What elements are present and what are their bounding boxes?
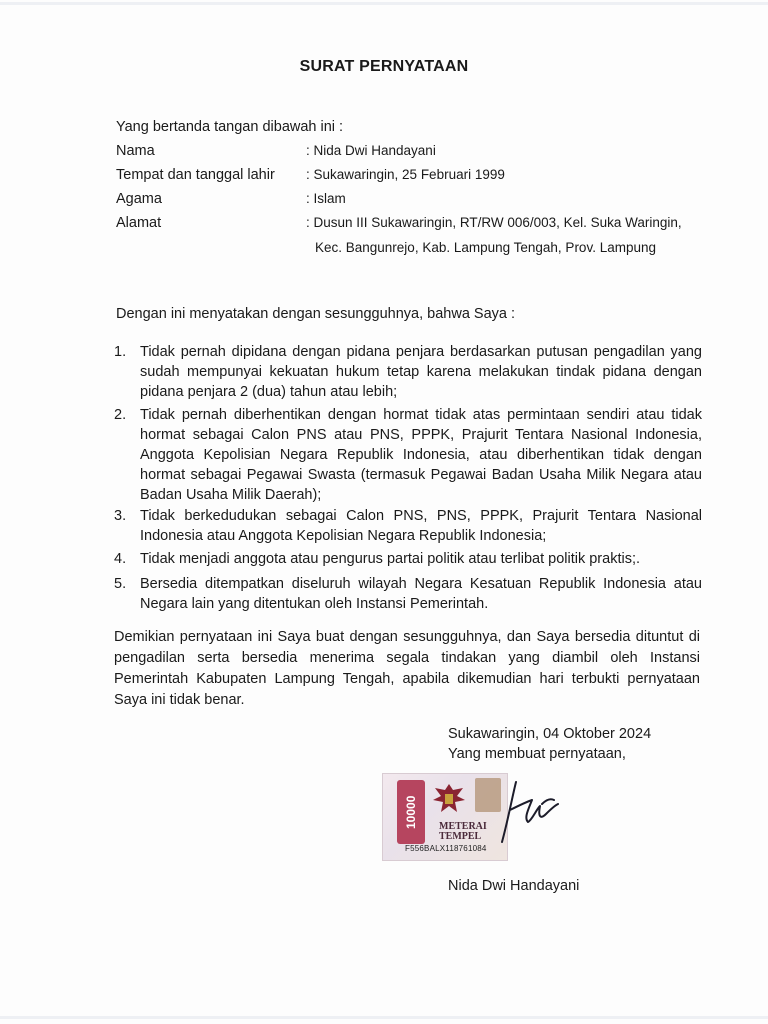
list-text: Tidak pernah dipidana dengan pidana penjara berdasarkan putusan pengadilan yang sudah mempunyai kekuatan hukum tetap karena melakukan tindak pidana dengan pidana penjara 2 (dua) tahun atau lebih; <box>140 344 702 400</box>
identity-label: Tempat dan tanggal lahir <box>116 167 275 183</box>
identity-row-address <box>116 215 716 235</box>
identity-row-religion <box>116 191 716 211</box>
place-date: Sukawaringin, 04 Oktober 2024 <box>448 726 652 742</box>
identity-row-address-2 <box>116 240 716 260</box>
identity-label: Alamat <box>116 215 162 231</box>
identity-row-birth <box>116 167 716 187</box>
identity-label: Nama <box>116 143 155 159</box>
stamp-serial: F556BALX118761084 <box>405 844 487 853</box>
list-text: Tidak pernah diberhentikan dengan hormat tidak atas permintaan sendiri atau tidak hormat sebagai Calon PNS atau PNS, PPPK, Prajurit Tentara Nasional Indonesia, Anggota Kepolisian Negara Republik Indonesia, atau diberhentikan tidak dengan hormat sebagai Pegawai Swasta (termasuk Pegawai Badan Usaha Milik Negara atau Badan Usaha Milik Daerah); <box>140 407 702 503</box>
list-number: 4. <box>114 551 127 567</box>
document-title: SURAT PERNYATAAN <box>299 58 469 75</box>
intro-text: Yang bertanda tangan dibawah ini : <box>116 119 344 135</box>
identity-value: : Islam <box>306 191 346 206</box>
list-text: Tidak berkedudukan sebagai Calon PNS, PNS, PPPK, Prajurit Tentara Nasional Indonesia atau Anggota Kepolisian Negara Republik Indonesia; <box>140 508 702 544</box>
signer-name: Nida Dwi Handayani <box>448 878 580 894</box>
identity-value: : Nida Dwi Handayani <box>306 143 436 158</box>
garuda-emblem-icon <box>429 780 469 824</box>
scan-edge-top <box>0 2 768 5</box>
identity-row-name <box>116 143 716 163</box>
statement-intro: Dengan ini menyatakan dengan sesungguhnya, bahwa Saya : <box>116 306 516 322</box>
list-number: 5. <box>114 576 127 592</box>
closing-paragraph: Demikian pernyataan ini Saya buat dengan sesungguhnya, dan Saya bersedia dituntut di pengadilan serta bersedia menerima segala tindakan yang diambil oleh Instansi Pemerintah Kabupaten Lampung Tengah, apabila dikemudian hari terbukti pernyataan Saya ini tidak benar. <box>114 629 700 708</box>
stamp-label: METERAI TEMPEL <box>439 821 487 842</box>
signature-icon <box>488 780 560 850</box>
identity-label: Agama <box>116 191 162 207</box>
stamp-denomination: 10000 <box>397 780 425 844</box>
scan-edge-bottom <box>0 1016 768 1019</box>
address-line-2: Kec. Bangunrejo, Kab. Lampung Tengah, Prov. Lampung <box>315 240 656 255</box>
list-number: 3. <box>114 508 127 524</box>
list-text: Bersedia ditempatkan diseluruh wilayah Negara Kesatuan Republik Indonesia atau Negara lain yang ditentukan oleh Instansi Pemerintah. <box>140 576 702 612</box>
identity-value: : Sukawaringin, 25 Februari 1999 <box>306 167 505 182</box>
list-text: Tidak menjadi anggota atau pengurus partai politik atau terlibat politik praktis;. <box>140 551 641 567</box>
list-number: 1. <box>114 344 127 360</box>
maker-label: Yang membuat pernyataan, <box>448 746 626 762</box>
list-number: 2. <box>114 407 127 423</box>
identity-value: : Dusun III Sukawaringin, RT/RW 006/003, Kel. Suka Waringin, <box>306 215 682 230</box>
